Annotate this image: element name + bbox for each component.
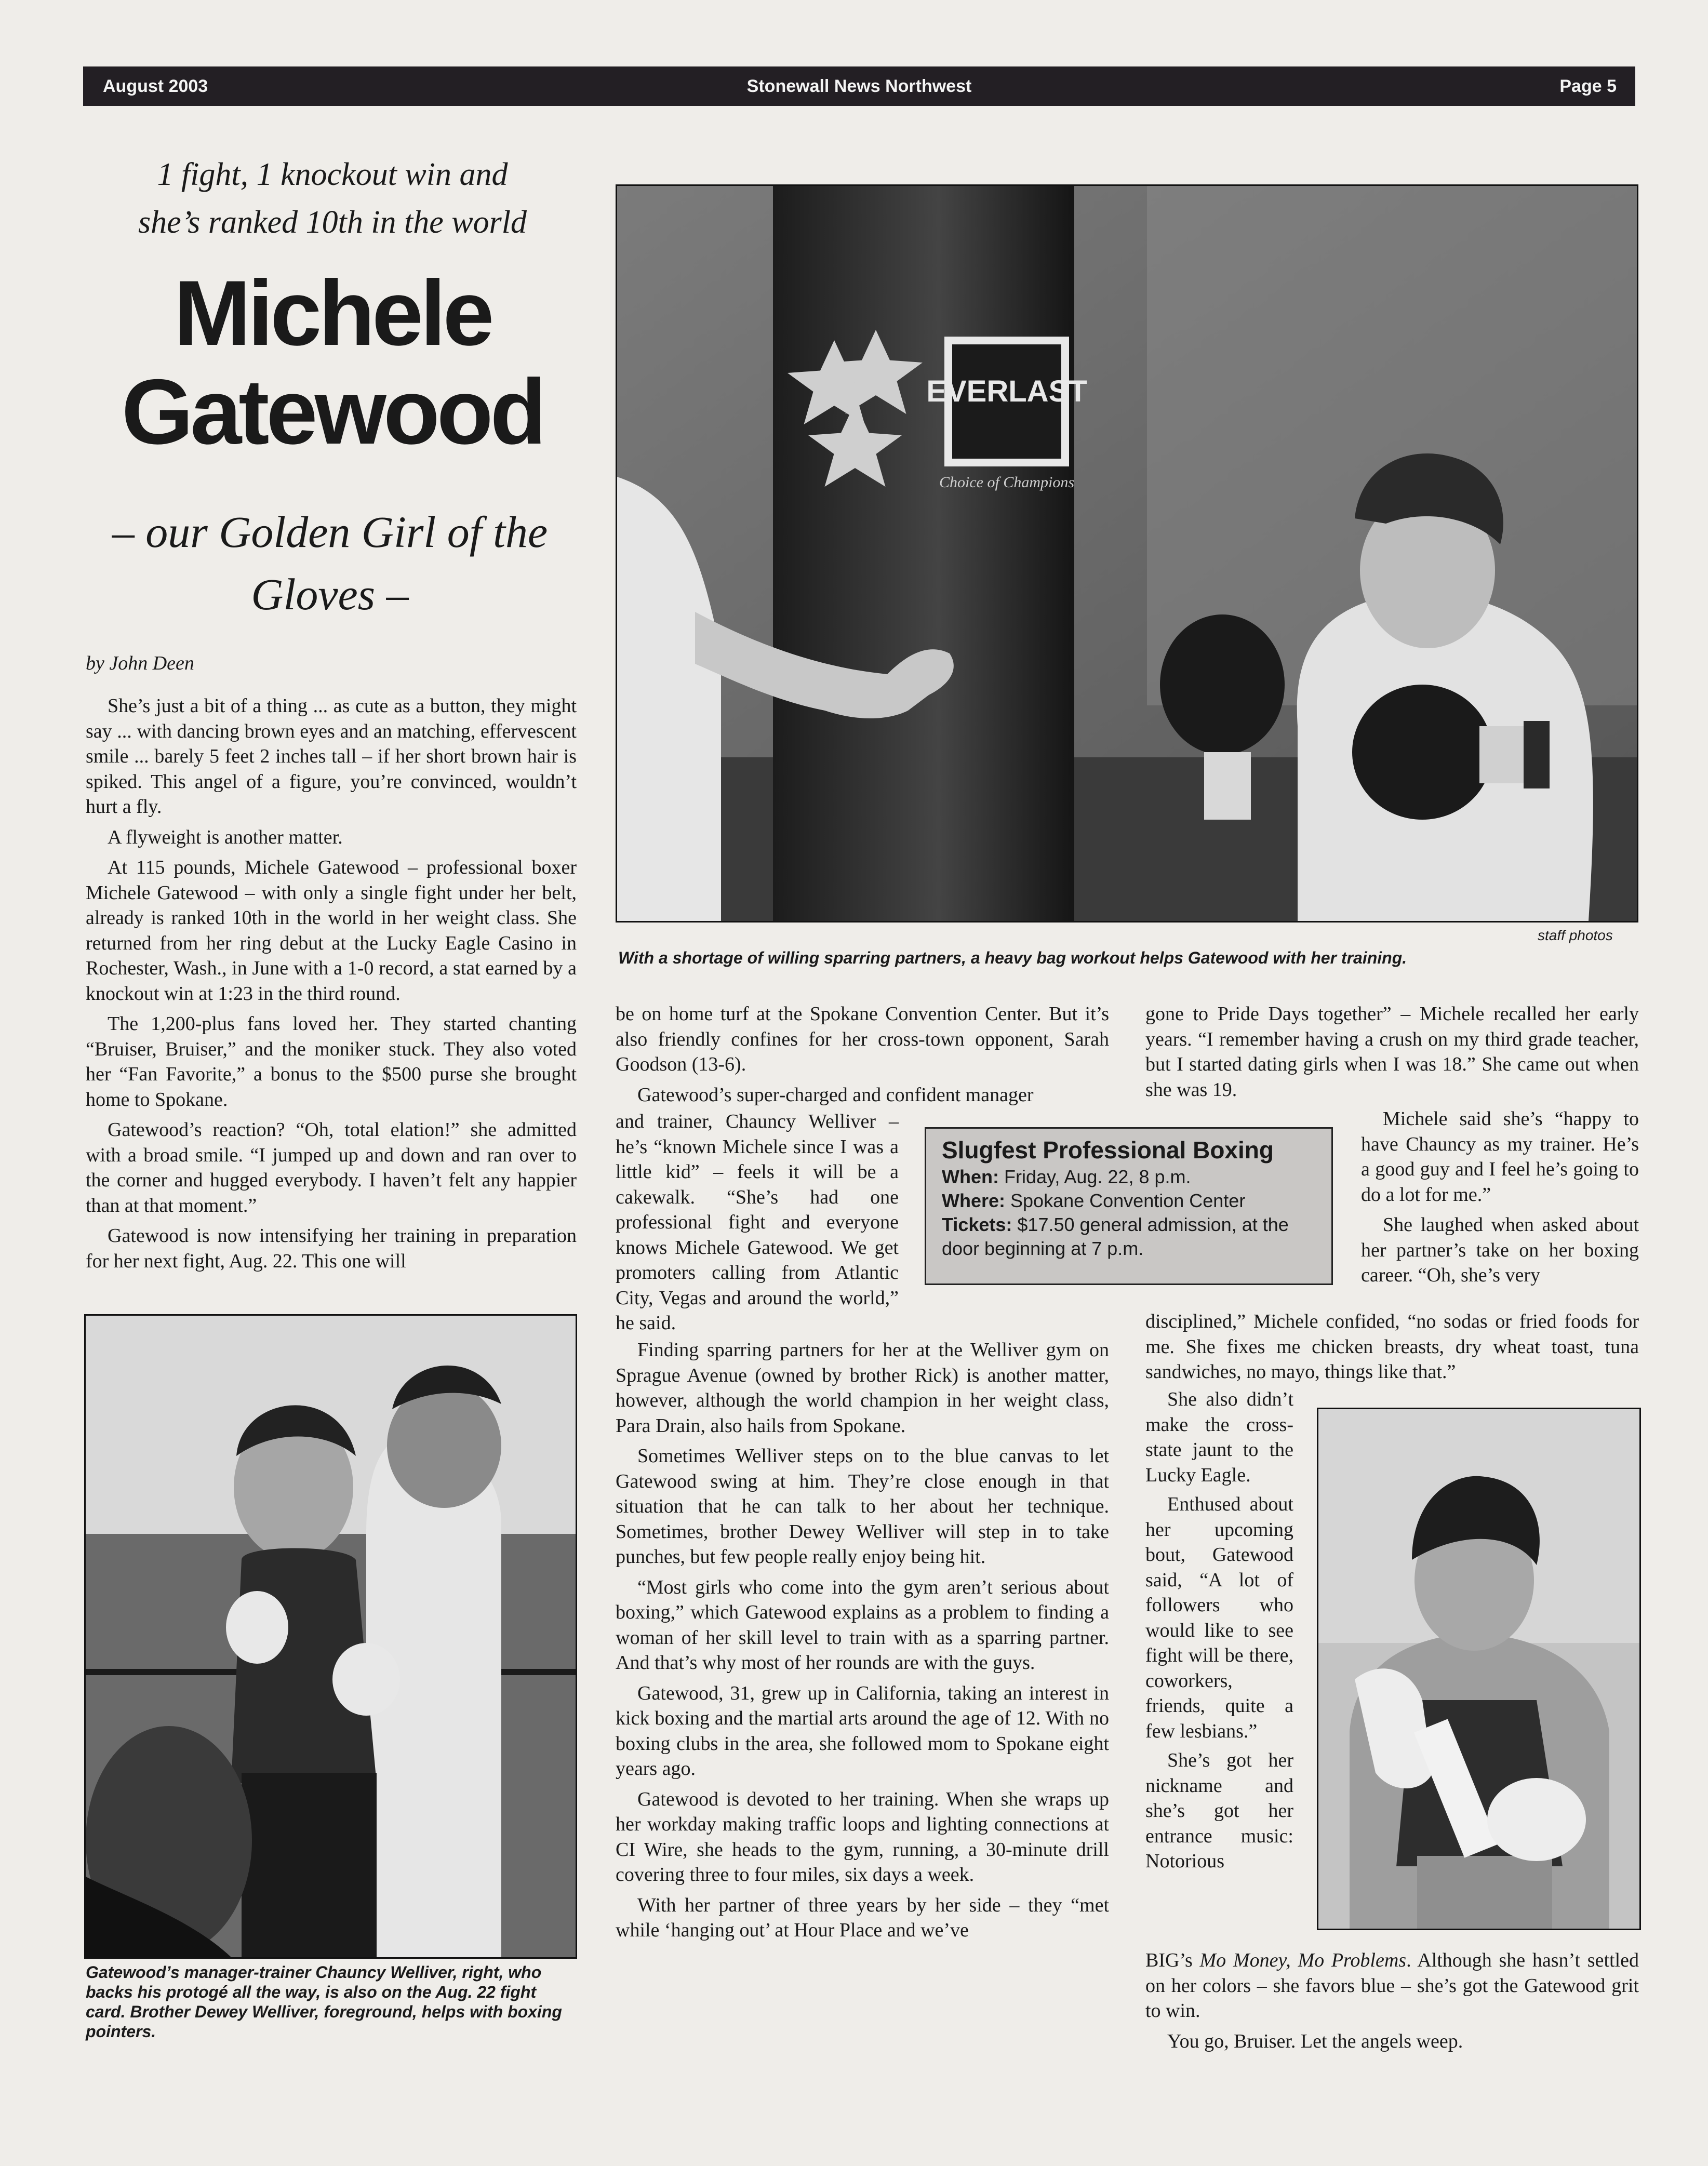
photo-manager-trainer xyxy=(84,1314,577,1959)
song-title: Mo Money, Mo Problems xyxy=(1199,1949,1407,1971)
paragraph: At 115 pounds, Michele Gatewood – professional boxer Michele Gatewood – with only a single fight under her belt, already is ranked 10th in the world in her weight class. She returned from her ring debut at the Lucky Eagle Casino in Rochester, Wash., in June with a 1-0 record, a stat earned by a knockout win at 1:23 in the third round. xyxy=(86,857,577,1005)
event-where: Where: Spokane Convention Center xyxy=(942,1190,1246,1211)
bag-brand-label: EVERLAST xyxy=(926,375,1087,408)
article-column-3-right xyxy=(1361,1106,1639,1293)
paragraph: Gatewood’s reaction? “Oh, total elation!” she admitted with a broad smile. “I jumped up and down and ran over to the corner and hugged everybody. I haven’t felt any happier than at that moment.” xyxy=(86,1119,577,1216)
paragraph: She’s got her nickname and she’s got her entrance music: Notorious xyxy=(1145,1749,1293,1872)
article-column-3-end xyxy=(1145,1948,1639,2059)
kicker-line-1: 1 fight, 1 knockout win and xyxy=(157,157,508,192)
photo-credit: staff photos xyxy=(1538,927,1613,943)
paragraph: She also didn’t make the cross-state jaunt to the Lucky Eagle. xyxy=(1145,1388,1293,1486)
paragraph: gone to Pride Days together” – Michele recalled her early years. “I remember having a crush on my third grade teacher, but I started dating girls when I was 18.” She came out when she was 19. xyxy=(1145,1003,1639,1101)
paragraph: Michele said she’s “happy to have Chauncy as my trainer. He’s a good guy and I feel he’s going to do a lot for me.” xyxy=(1361,1108,1639,1206)
paragraph: The 1,200-plus fans loved her. They started chanting “Bruiser, Bruiser,” and the moniker stuck. They also voted her “Fan Favorite,” a bonus to the $500 purse she brought home to Spokane. xyxy=(86,1013,577,1111)
headline-name-line-2: Gatewood xyxy=(121,360,544,463)
main-photo-heavy-bag xyxy=(616,184,1638,922)
article-column-2-narrow xyxy=(616,1109,899,1341)
paragraph: disciplined,” Michele confided, “no sodas or fried foods for me. She fixes me chicken breasts, dry wheat toast, tuna sandwiches, no mayo, things like that.” xyxy=(1145,1311,1639,1383)
article-column-1 xyxy=(86,693,577,1279)
article-column-3-narrow xyxy=(1145,1387,1293,1878)
event-when: When: Friday, Aug. 22, 8 p.m. xyxy=(942,1166,1191,1187)
article-column-3-mid xyxy=(1145,1309,1639,1390)
paragraph: Sometimes Welliver steps on to the blue canvas to let Gatewood swing at him. They’re close enough in that situation that he can talk to her about her technique. Sometimes, brother Dewey Welliver will step in to take punches, but few people really enjoy being hit. xyxy=(616,1445,1109,1568)
article-column-2-bottom xyxy=(616,1338,1109,1948)
event-tickets: Tickets: $17.50 general admission, at the door beginning at 7 p.m. xyxy=(942,1214,1289,1259)
paragraph: Gatewood is devoted to her training. When she wraps up her workday making traffic loops and lighting connections at CI Wire, she heads to the gym, running, a 30-minute drill covering three to four miles, six days a week. xyxy=(616,1788,1109,1886)
paragraph: Gatewood, 31, grew up in California, taking an interest in kick boxing and the martial arts around the age of 12. With no boxing clubs in the area, she followed mom to Spokane eight years ago. xyxy=(616,1682,1109,1780)
photo-wrapping-hands xyxy=(1317,1408,1641,1930)
headline-name-line-1: Michele xyxy=(174,261,491,365)
event-info-box xyxy=(925,1127,1333,1285)
event-title: Slugfest Professional Boxing xyxy=(942,1137,1274,1164)
main-photo-caption: With a shortage of willing sparring partners, a heavy bag workout helps Gatewood with her training. xyxy=(618,948,1407,967)
paragraph: With her partner of three years by her side – they “met while ‘hanging out’ at Hour Place and we’ve xyxy=(616,1894,1109,1941)
subtitle-line-1: – our Golden Girl of the xyxy=(112,507,548,557)
paragraph: “Most girls who come into the gym aren’t serious about boxing,” which Gatewood explains as a problem to finding a woman of her skill level to train with as a sparring partner. And that’s why most of her rounds are with the guys. xyxy=(616,1576,1109,1674)
paragraph: BIG’s Mo Money, Mo Problems. Although she hasn’t settled on her colors – she favors blue – she’s got the Gatewood grit to win. xyxy=(1145,1949,1639,2022)
page-header-bar xyxy=(83,66,1635,106)
paragraph: She laughed when asked about her partner’s take on her boxing career. “Oh, she’s very xyxy=(1361,1214,1639,1286)
issue-date: August 2003 xyxy=(103,76,208,96)
paragraph: be on home turf at the Spokane Convention Center. But it’s also friendly confines for her cross-town opponent, Sarah Goodson (13-6). xyxy=(616,1003,1109,1075)
closing-paragraph: You go, Bruiser. Let the angels weep. xyxy=(1167,2030,1463,2052)
paragraph: Gatewood is now intensifying her training in preparation for her next fight, Aug. 22. This one will xyxy=(86,1225,577,1272)
subtitle-line-2: Gloves – xyxy=(251,569,409,619)
paragraph: Gatewood’s super-charged and confident manager xyxy=(637,1084,1034,1106)
paragraph: She’s just a bit of a thing ... as cute as a button, they might say ... with dancing brown eyes and an matching, effervescent smile ... barely 5 feet 2 inches tall – if her short brown hair is spiked. This angel of a figure, you’re convinced, wouldn’t hurt a fly. xyxy=(86,695,577,818)
kicker-line-2: she’s ranked 10th in the world xyxy=(138,205,527,240)
left-photo-caption: Gatewood’s manager-trainer Chauncy Welliver, right, who backs his protogé all the way, is also on the Aug. 22 fight card. Brother Dewey Welliver, foreground, helps with boxing pointers. xyxy=(86,1963,562,2041)
paragraph: and trainer, Chauncy Welliver – he’s “known Michele since I was a little kid” – feels it will be a cakewalk. “She’s had one professional fight and everyone knows Michele Gatewood. We get promoters calling from Atlantic City, Vegas and around the world,” he said. xyxy=(616,1111,899,1334)
page-number: Page 5 xyxy=(1559,76,1617,96)
bag-tagline-label: Choice of Champions xyxy=(939,474,1074,491)
article-column-3-top xyxy=(1145,1001,1639,1107)
paragraph: A flyweight is another matter. xyxy=(108,826,343,848)
byline: by John Deen xyxy=(86,652,194,674)
article-column-2-top xyxy=(616,1001,1109,1113)
paragraph: Enthused about her upcoming bout, Gatewood said, “A lot of followers who would like to see fight will be there, coworkers, friends, quite a few lesbians.” xyxy=(1145,1493,1293,1742)
publication-name: Stonewall News Northwest xyxy=(746,76,972,96)
paragraph: Finding sparring partners for her at the Welliver gym on Sprague Avenue (owned by brother Rick) is another matter, however, although the world champion in her weight class, Para Drain, also hails from Spokane. xyxy=(616,1339,1109,1437)
